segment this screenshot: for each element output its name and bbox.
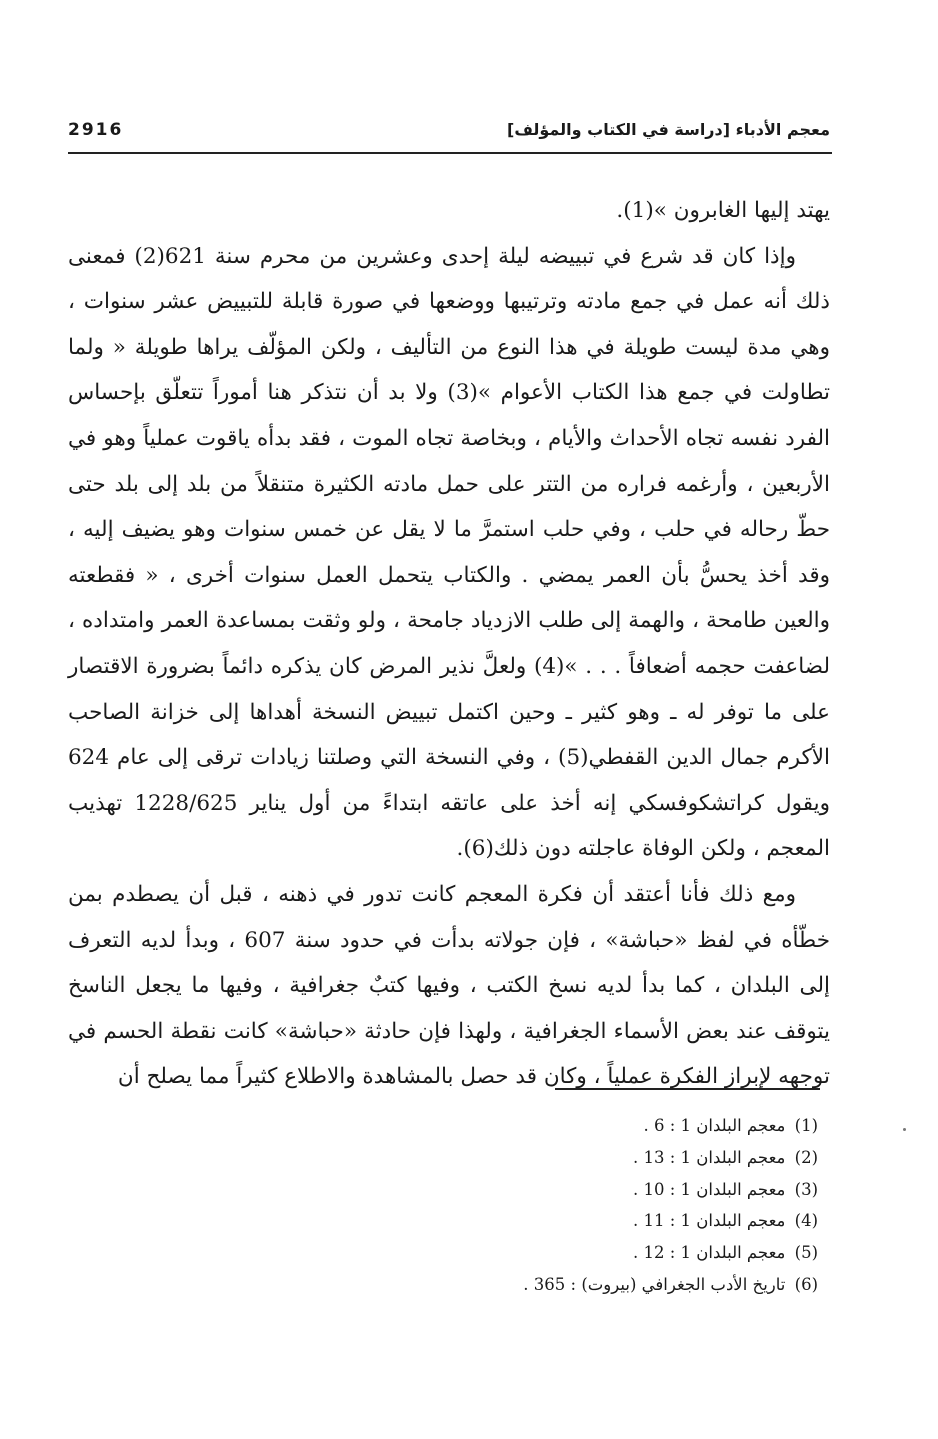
footnote: [300, 1174, 818, 1206]
footnote-number: (3): [794, 1179, 818, 1199]
footnote: [300, 1269, 818, 1301]
footnote-text: معجم البلدان 1 : 13 .: [632, 1147, 786, 1167]
footnote: [300, 1142, 818, 1174]
footnote-number: (5): [794, 1243, 818, 1263]
page-number: 2916: [68, 120, 124, 140]
header-rule: [68, 152, 832, 154]
footnote-text: معجم البلدان 1 : 10 .: [632, 1179, 786, 1199]
footnote-number: (2): [794, 1147, 818, 1167]
footnote-number: (1): [794, 1116, 818, 1135]
footnote-number: (6): [794, 1274, 818, 1294]
paragraph: ومع ذلك فأنا أعتقد أن فكرة المعجم كانت تدور في ذهنه ، قبل أن يصطدم بمن خطّأه في لفظ «حباشة» ، فإن جولاته بدأت في حدود سنة 607 ، وبدأ لديه التعرف إلى البلدان ، كما بدأ لديه نسخ الكتب ، وفيها كتبٌ جغرافية ، وفيها ما يجعل الناسخ يتوقف عند بعض الأسماء الجغرافية ، ولهذا فإن حادثة «حباشة» كانت نقطة الحسم في توجهه لإبراز الفكرة عملياً ، وكان قد حصل بالمشاهدة والاطلاع كثيراً مما يصلح أن: [68, 881, 830, 1090]
page-header: [68, 120, 830, 150]
footnotes: [300, 1110, 818, 1301]
footnote-text: معجم البلدان 1 : 6 .: [643, 1116, 786, 1135]
margin-dot: [903, 1128, 906, 1131]
footnote: [300, 1205, 818, 1237]
footnote-rule: [555, 1088, 820, 1090]
footnote-text: معجم البلدان 1 : 12 .: [632, 1243, 786, 1263]
main-text: [68, 188, 830, 1100]
continued-line: يهتد إليها الغابرون »(1).: [616, 198, 830, 223]
footnote: [300, 1237, 818, 1269]
footnote-text: معجم البلدان 1 : 11 .: [632, 1211, 786, 1231]
footnote-number: (4): [794, 1211, 818, 1231]
paragraph: وإذا كان قد شرع في تبييضه ليلة إحدى وعشرين من محرم سنة 621(2) فمعنى ذلك أنه عمل في جمع مادته وترتيبها ووضعها في صورة قابلة للتبييض عشر سنوات ، وهي مدة ليست طويلة في هذا النوع من التأليف ، ولكن المؤلّف يراها طويلة « ولما تطاولت في جمع هذا الكتاب الأعوام »(3) ولا بد أن نتذكر هنا أموراً تتعلّق بإحساس الفرد نفسه تجاه الأحداث والأيام ، وبخاصة تجاه الموت ، فقد بدأه ياقوت عملياً وهو في الأربعين ، وأرغمه فراره من التتر على حمل مادته الكثيرة متنقلاً من بلد إلى بلد حتى حطّ رحاله في حلب ، وفي حلب استمرَّ ما لا يقل عن خمس سنوات وهو يضيف إليه ، وقد أخذ يحسُّ بأن العمر يمضي . والكتاب يتحمل العمل سنوات أخرى ، « فقطعته والعين طامحة ، والهمة إلى طلب الازدياد جامحة ، ولو وثقت بمساعدة العمر وامتداده ، لضاعفت حجمه أضعافاً . . . »(4) ولعلَّ نذير المرض كان يذكره دائماً بضرورة الاقتصار على ما توفر له ـ وهو كثير ـ وحين اكتمل تبييض النسخة أهداها إلى خزانة الصاحب الأكرم جمال الدين القفطي(5) ، وفي النسخة التي وصلتنا زيادات ترقى إلى عام 624 ويقول كراتشكوفسكي إنه أخذ على عاتقه ابتداءً من أول يناير 1228/625 تهذيب المعجم ، ولكن الوفاة عاجلته دون ذلك(6).: [68, 243, 830, 862]
running-head: معجم الأدباء [دراسة في الكتاب والمؤلف]: [507, 120, 830, 139]
footnote: [300, 1110, 818, 1142]
footnote-text: تاريخ الأدب الجغرافي (بيروت) : 365 .: [523, 1274, 786, 1294]
